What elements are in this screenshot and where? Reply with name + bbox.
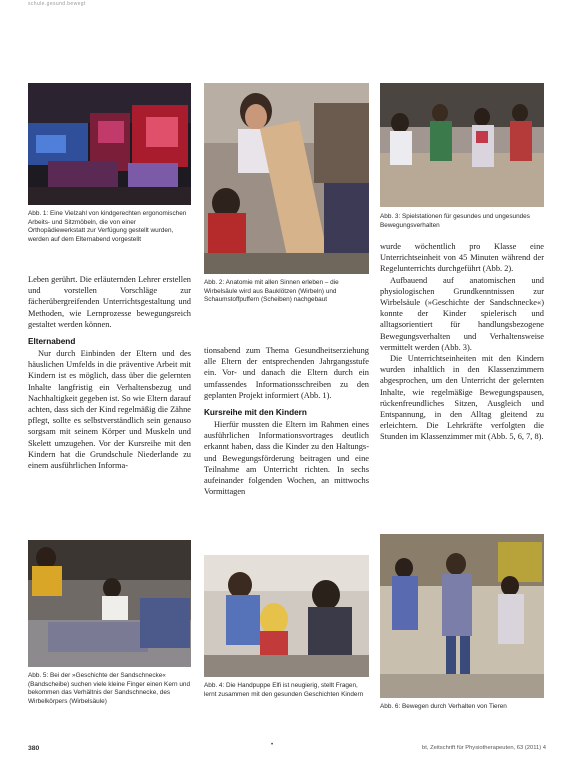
- children-animal-movement-photo: [380, 534, 544, 698]
- heading-elternabend: Elternabend: [28, 337, 76, 347]
- col3-paragraph-1: wurde wöchentlich pro Klasse eine Unterrichtseinheit von 45 Minuten während der Regelunterrichts durchgeführt (Abb. 2).: [380, 242, 544, 274]
- heading-kursreihe: Kursreihe mit den Kindern: [204, 408, 307, 418]
- col1-paragraph-2: Nur durch Einbinden der Eltern und des häuslichen Umfelds in die präventive Arbeit mit Kindern ist es möglich, dass über die gelernten Inhalte langfristig ein Verhaltensbezug und Nachhaltigkeit gegeben ist. So wie Eltern darauf achten, dass sich der Kind regelmäßig die Zähne pflegt, sollte es selbstverständlich sein genauso sorgsam mit seinem Körper und Muskeln und Skelett umzugehen. Vor der Kursreihe mit den Kindern hat die Grundschule Niederlande zu einem ausführlichen Informa-: [28, 349, 191, 471]
- col2-paragraph-2: Hierfür mussten die Eltern im Rahmen eines ausführlichen Informationsvortrages deutlich erkannt haben, dass die Kinder zu den Haltungs- und Bewegungsförderung beitragen und eine Teilnahme am Unterricht richten. In sechs aufeinander folgenden Wochen, an mittwochs Vormittagen: [204, 420, 369, 497]
- text-column-3: [380, 241, 544, 443]
- journal-citation: bt, Zeitschrift für Physiotherapeuten, 63 (2011) 4: [422, 745, 546, 751]
- col1-paragraph-1: Leben gerührt. Die erläuternden Lehrer erstellen und vorstellen Vorschläge zur fächerübergreifenden Unterrichtsgestaltung und Methoden, wie Lernprozesse bewegungsreich gestaltet werden können.: [28, 275, 191, 329]
- caption-abb3: Abb. 3: Spielstationen für gesundes und ungesundes Bewegungsverhalten: [380, 213, 530, 229]
- text-column-1: [28, 274, 191, 471]
- caption-abb1: Abb. 1: Eine Vielzahl von kindgerechten ergonomischen Arbeits- und Sitzmöbeln, die von einer Orthopädiewerkstatt zur Verfügung gestellt wurden, werden auf dem Elternabend vorgestellt: [28, 210, 187, 243]
- running-header: schule.gesund.bewegt: [28, 1, 86, 7]
- children-movement-play-photo: [380, 83, 544, 207]
- children-sand-floor-photo: [28, 540, 191, 667]
- text-column-2: [204, 345, 369, 497]
- caption-abb2: Abb. 2: Anatomie mit allen Sinnen erleben – die Wirbelsäule wird aus Bauklötzen (Wirbeln) und Schaumstoffpuffern (Scheiben) nachgebaut: [204, 279, 339, 304]
- caption-abb6: Abb. 6: Bewegen durch Verhalten von Tieren: [380, 703, 507, 710]
- col3-paragraph-2: Aufbauend auf anatomischen und physiologischen Grundkenntnissen zur Wirbelsäule (»Geschichte der Sandschnecke«) konnte der Kinder spielerisch und alltagsorientiert für handlungsbezogene Bewegungsverhalten und Verhaltensweise vermittelt werden (Abb. 3).: [380, 275, 544, 352]
- ergonomic-chairs-photo: [28, 83, 191, 205]
- col2-paragraph-1: tionsabend zum Thema Gesundheitserziehung alle Eltern der entsprechenden Jahrgangsstufe ein. Vor- und danach die Eltern durch ein umfassendes Informationsschreiben zu den geplanten Projekt informiert (Abb. 1).: [204, 346, 369, 400]
- caption-abb4: Abb. 4: Die Handpuppe Elfi ist neugierig, stellt Fragen, lernt zusammen mit den gesunden Geschichten Kindern: [204, 682, 364, 698]
- caption-abb5: Abb. 5: Bei der »Geschichte der Sandschnecke« (Bandscheibe) suchen viele kleine Finger einen Kern und bekommen das Verhältnis der Sandschnecke, des Wirbelkörpers (Wirbelsäule): [28, 672, 190, 705]
- children-spine-model-photo: [204, 83, 369, 274]
- col3-paragraph-3: Die Unterrichtseinheiten mit den Kindern wurden inhaltlich in den Klassenzimmern abgesprochen, um den Unterricht der gelernten Inhalte, wie regelmäßige Bewegungspausen, rückenfreundliches Sitzen, Ausgleich und Entspannung, in den Alltag gleitend zu erleichtern. Die Lehrkräfte verfolgten die Stunden im Klassenzimmer mit (Abb. 5, 6, 7, 8).: [380, 354, 544, 442]
- page-number: 380: [28, 745, 40, 752]
- footer-dot: •: [271, 742, 274, 748]
- children-hand-puppet-photo: [204, 555, 369, 677]
